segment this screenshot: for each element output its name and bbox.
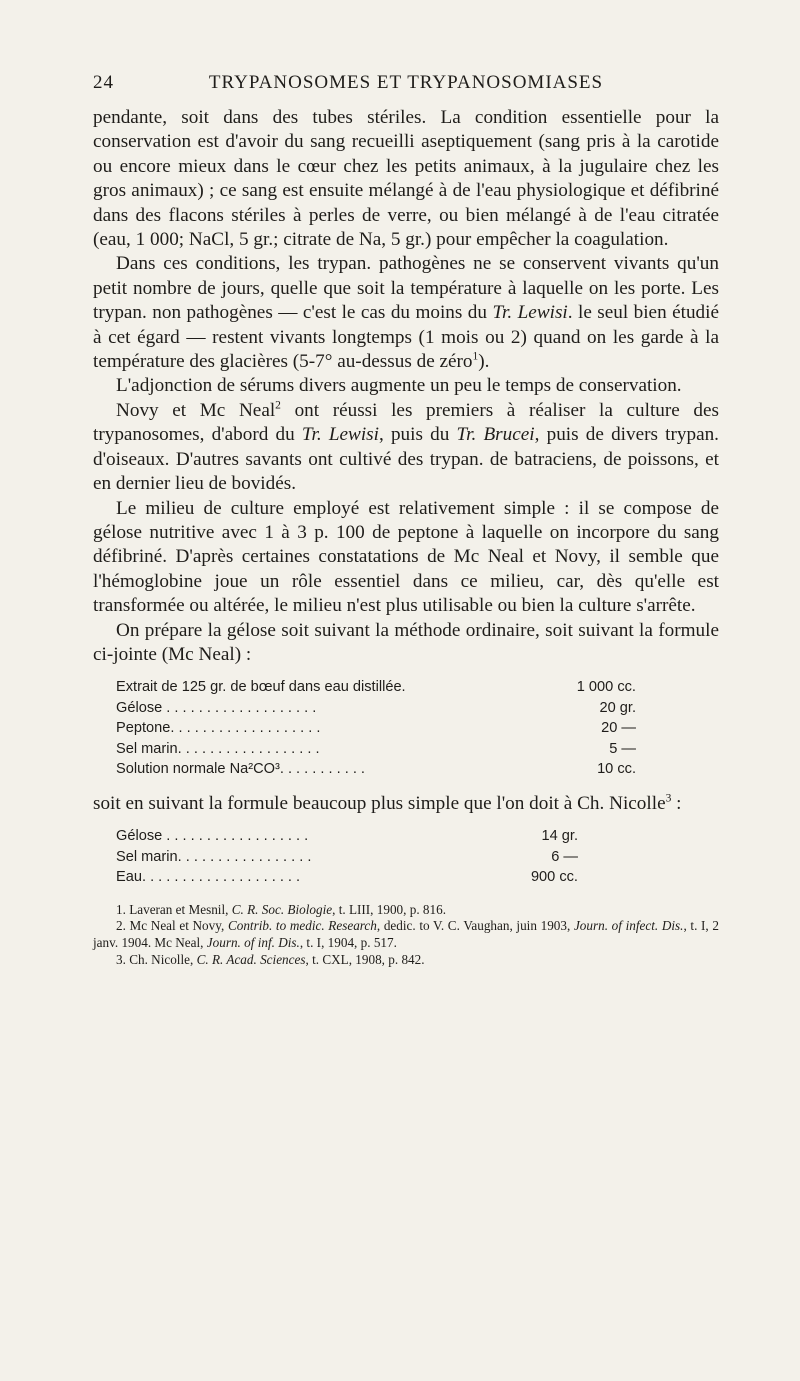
journal-title: Contrib. to medic. Research [227,918,377,934]
text-run: , t. CXL, 1908, p. 842. [305,951,425,967]
formula-label: Sel marin. . . . . . . . . . . . . . . . . [116,848,312,865]
formula-label: Extrait de 125 gr. de bœuf dans eau distillée. [116,679,406,696]
formula-label: Sel marin. . . . . . . . . . . . . . . . . . [116,740,320,757]
text-run: soit en suivant la formule beaucoup plus simple que l'on doit à Ch. Nicolle [93,792,666,814]
text-run: 3. Ch. Nicolle, [116,951,197,967]
paragraph-culture [93,399,719,497]
formula-value: 900 cc. [530,869,578,886]
paragraph-serums: L'adjonction de sérums divers augmente un peu le temps de conservation. [116,375,682,397]
paragraph-nicolle [93,792,719,816]
page-number: 24 [93,72,114,93]
journal-title: C. R. Soc. Biologie [231,901,333,917]
text-run: , puis de divers trypan. d'oiseaux. D'autres savants ont cultivé des trypan. de batraciens, de poissons, et en dernier lieu de bovidés. [93,424,719,495]
formula-value: 5 — [609,740,636,757]
footnote-ref: 2 [275,399,281,412]
text-run: ont réussi les premiers à réaliser la culture des trypanosomes, d'abord du [93,399,719,446]
text-run: Dans ces conditions, les trypan. pathogènes ne se conservent vivants qu'un petit nombre de jours, quelle que soit la température à laquelle on les porte. Les trypan. non pathogènes — c'est le cas du moins du [93,253,719,324]
footnote-2 [93,918,719,951]
text-run: , t. I, 1904, p. 517. [299,934,397,950]
species-name: Tr. Brucei [456,424,535,446]
species-name: Tr. Lewisi [492,302,568,324]
footnote-ref: 1 [472,350,479,363]
formula-label: Solution normale Na²CO³. . . . . . . . . . . [116,761,365,778]
text-run: , t. I, 2 janv. 1904. Mc Neal, [93,918,719,950]
journal-title: Journ. of infect. Dis. [573,918,684,934]
formula-value: 20 gr. [599,699,636,716]
paragraph-milieu: Le milieu de culture employé est relativement simple : il se compose de gélose nutritive avec 1 à 3 p. 100 de peptone à laquelle on incorpore du sang défibriné. D'après certaines constatations de Mc Neal et Novy, il semble que l'hémoglobine joue un rôle essentiel dans ce milieu, car, dès qu'elle est transformée ou altérée, le milieu n'est plus utilisable ou bien la culture s'arrête. [93,497,719,617]
text-run: , t. LIII, 1900, p. 816. [332,901,447,917]
formula-value: 10 cc. [597,761,636,778]
formula-value: 20 — [601,720,636,737]
formula-mc-neal [116,677,636,780]
text-run: ). [478,351,490,373]
formula-label: Eau. . . . . . . . . . . . . . . . . . . . [116,869,301,886]
journal-title: C. R. Acad. Sciences [196,951,306,967]
formula-row [116,677,636,698]
paragraph-conservation [93,252,719,374]
footnotes [93,902,719,968]
formula-row [116,759,636,780]
formula-value: 14 gr. [541,828,578,845]
formula-label: Gélose . . . . . . . . . . . . . . . . . . [116,828,309,845]
text-run: 2. Mc Neal et Novy, [116,918,228,934]
formula-row [116,826,578,847]
formula-row [116,847,578,868]
formula-row [116,739,636,760]
footnote-ref: 3 [665,792,672,805]
formula-value: 1 000 cc. [576,679,636,696]
text-run: Novy et Mc Neal [116,399,276,421]
species-name: Tr. Lewisi [301,424,379,446]
text-run: 1. Laveran et Mesnil, [116,901,232,917]
formula-value: 6 — [551,848,578,865]
formula-row [116,867,578,888]
footnote-3 [93,952,719,969]
formula-nicolle [116,826,578,888]
text-run: : [671,792,682,814]
paragraph-preparation: On prépare la gélose soit suivant la méthode ordinaire, soit suivant la formule ci-jointe (Mc Neal) : [93,619,719,665]
formula-label: Peptone. . . . . . . . . . . . . . . . . . . [116,720,321,737]
paragraph-continued: pendante, soit dans des tubes stériles. La condition essentielle pour la conservation est d'avoir du sang recueilli aseptiquement (sang pris à la carotide ou encore mieux dans le cœur chez les petits animaux, à la jugulaire chez les gros animaux) ; ce sang est ensuite mélangé à de l'eau physiologique et défibriné dans des flacons stériles à perles de verre, ou bien mélangé à de l'eau citratée (eau, 1 000; NaCl, 5 gr.; citrate de Na, 5 gr.) pour empêcher la coagulation. [93,107,719,251]
text-run: , puis du [378,424,457,446]
journal-title: Journ. of inf. Dis. [206,934,300,950]
formula-row [116,718,636,739]
formula-row [116,698,636,719]
formula-label: Gélose . . . . . . . . . . . . . . . . . . . [116,699,317,716]
text-run: , dedic. to V. C. Vaughan, juin 1903, [376,918,574,934]
body-text [93,106,719,968]
footnote-1 [93,902,719,919]
text-run: . le seul bien étudié à cet égard — restent vivants longtemps (1 mois ou 2) quand on les garde à la température des glacières (5-7° au-dessus de zéro [93,302,719,373]
running-title: TRYPANOSOMES ET TRYPANOSOMIASES [208,72,604,93]
